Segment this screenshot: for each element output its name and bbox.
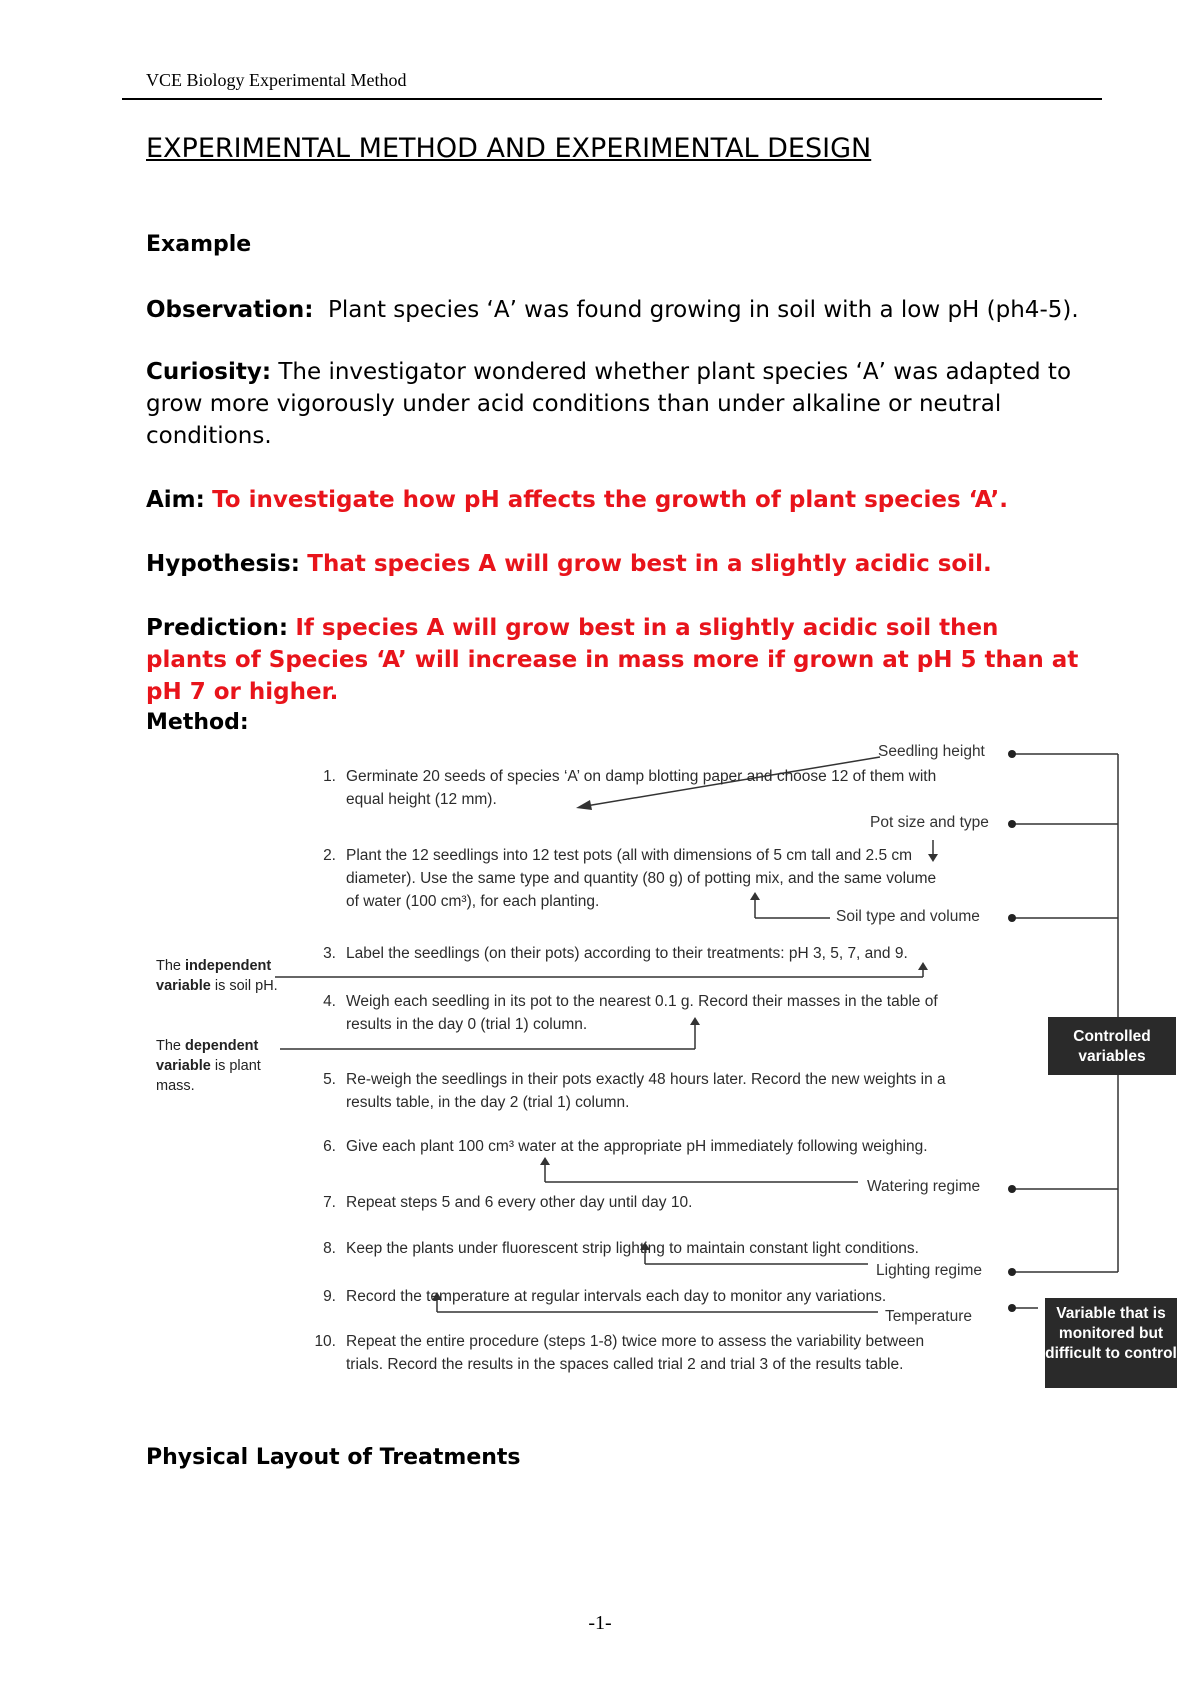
method-heading: Method: [146,710,249,735]
page-header: VCE Biology Experimental Method [146,70,407,90]
aim-text: To investigate how pH affects the growth of plant species ‘A’. [212,487,1008,513]
observation-paragraph [146,294,1086,326]
curiosity-label: Curiosity: [146,359,272,385]
aim-paragraph [146,484,1086,516]
hypothesis-text: That species A will grow best in a slightly acidic soil. [307,551,992,577]
controlled-variables-box: Controlled variables [1048,1017,1176,1075]
method-figure: Seedling height Pot size and type Soil type and volume Watering regime Lighting regime Temperature The independent variable is soil pH. The dependent variable is plant mass. Controlled variables Variable that is monitored but difficult to control 1. Germinate 20 seeds of species ‘A’ on damp blotting paper and choose 12 of them with equal height (12 mm). 2. Plant the 12 seedlings into 12 test pots (all with dimensions of 5 cm tall and 2.5 cm diameter). Use the same type and quantity (80 g) of potting mix, and the same volume of water (100 cm³), for each planting. 3. Label the seedlings (on their pots) according to their treatments: pH 3, 5, 7, and 9. 4. Weigh each seedling in its pot to the nearest 0.1 g. Record their masses in the table of results in the day 0 (trial 1) column. 5. Re-weigh the seedlings in their pots exactly 48 hours later. Record the new weights in a results table, in the day 2 (trial 1) column. 6. Give each plant 100 cm³ water at the appropriate pH immediately following weighing. 7. Repeat steps 5 and 6 every other day until day 10. 8. Keep the plants under fluorescent strip lighting to maintain constant light conditions. 9. Record the temperature at regular intervals each day to monitor any variations. 10. Repeat the entire procedure (steps 1-8) twice more to assess the variability between trials. Record the results in the spaces called trial 2 and trial 3 of the results table. [150,742,1180,1417]
observation-label: Observation: [146,297,314,323]
example-heading: Example [146,232,252,257]
independent-variable-note: The independent variable is soil pH. [156,958,278,994]
monitored-variable-box: Variable that is monitored but difficult to control [1045,1298,1177,1388]
soil-type-label: Soil type and volume [836,908,980,925]
prediction-paragraph [146,612,1086,708]
physical-layout-heading: Physical Layout of Treatments [146,1445,521,1470]
prediction-label: Prediction: [146,615,289,641]
aim-label: Aim: [146,487,205,513]
curiosity-paragraph [146,356,1086,452]
header-divider [122,98,1102,100]
temperature-label: Temperature [885,1308,973,1325]
lighting-regime-label: Lighting regime [876,1262,982,1279]
seedling-height-label: Seedling height [878,743,985,760]
pot-size-label: Pot size and type [870,814,989,831]
curiosity-text: The investigator wondered whether plant species ‘A’ was adapted to grow more vigorously under acid conditions than under alkaline or neutral conditions. [146,359,1072,449]
hypothesis-label: Hypothesis: [146,551,300,577]
prediction-text: If species A will grow best in a slightly acidic soil then plants of Species ‘A’ will increase in mass more if grown at pH 5 than at pH 7 or higher. [146,615,1079,705]
page-title: EXPERIMENTAL METHOD AND EXPERIMENTAL DESIGN [146,133,872,164]
dependent-variable-note: The dependent variable is plant mass. [156,1038,261,1094]
page-number: -1- [588,1612,612,1634]
observation-text: Plant species ‘A’ was found growing in soil with a low pH (ph4-5). [328,297,1079,323]
watering-regime-label: Watering regime [867,1178,981,1195]
hypothesis-paragraph [146,548,1086,580]
